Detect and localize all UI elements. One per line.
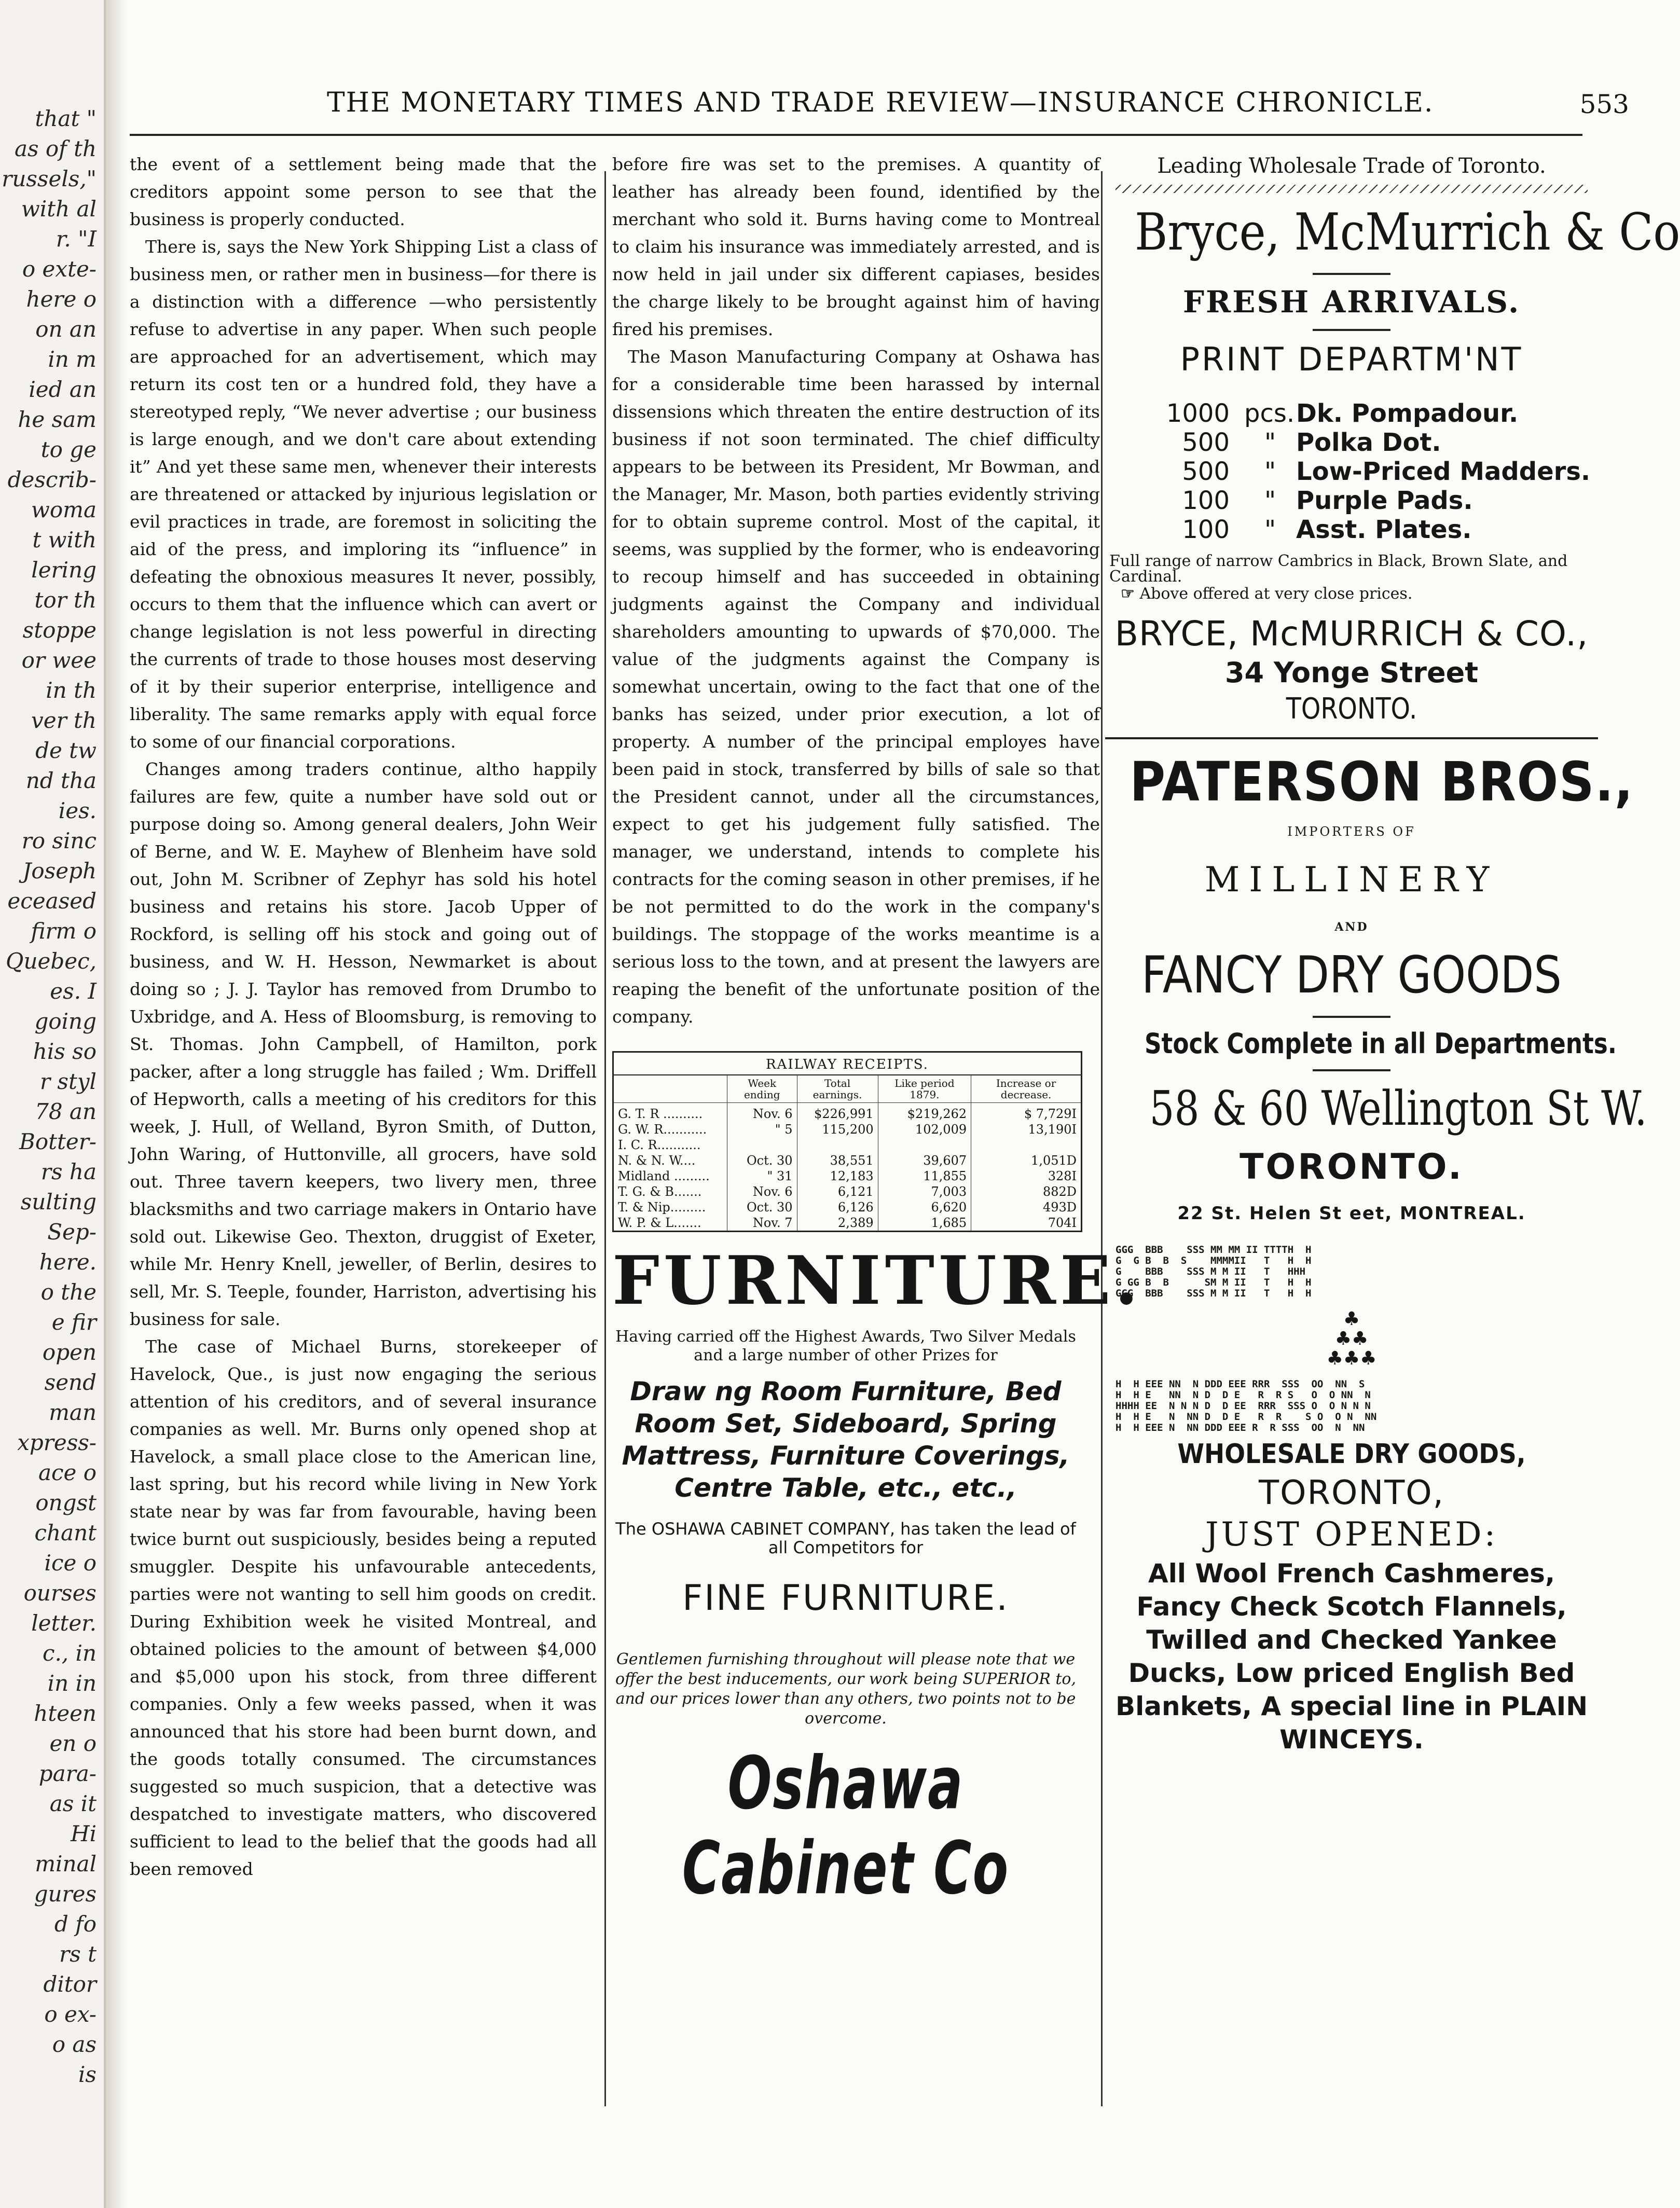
table-cell: 102,009	[878, 1122, 971, 1137]
fancy-dry-goods: FANCY DRY GOODS	[1141, 946, 1562, 1005]
and-label: AND	[1334, 920, 1369, 934]
table-cell	[971, 1137, 1081, 1153]
margin-fragment: on an	[35, 316, 97, 342]
margin-fragment: that "	[35, 106, 97, 131]
margin-fragment: ditor	[43, 1971, 97, 1997]
stock-item: 100 " Asst. Plates.	[1182, 515, 1472, 544]
column-header: Week ending	[727, 1075, 797, 1103]
city: TORONTO,	[1259, 1474, 1444, 1512]
margin-fragment: Sep-	[47, 1219, 97, 1245]
column-header: Total earnings.	[797, 1075, 878, 1103]
margin-fragment: para-	[38, 1761, 97, 1786]
margin-fragment: is	[78, 2062, 97, 2087]
margin-fragment: gures	[34, 1881, 97, 1907]
table-cell: 7,003	[878, 1184, 971, 1199]
previous-page-edge	[0, 0, 106, 2208]
margin-fragment: stoppe	[22, 617, 97, 643]
table-cell: $219,262	[878, 1103, 971, 1122]
table-row	[614, 1199, 1081, 1215]
margin-fragment: ace o	[38, 1460, 97, 1485]
just-opened: JUST OPENED:	[1205, 1515, 1498, 1554]
table-cell: " 31	[727, 1168, 797, 1184]
margin-fragment: r. "I	[56, 226, 97, 252]
page-number: 553	[1579, 89, 1629, 119]
short-rule	[1313, 1069, 1390, 1071]
article-text	[130, 150, 597, 1883]
table-cell: Nov. 7	[727, 1215, 797, 1231]
margin-fragment: here o	[26, 286, 97, 312]
column-header: Like period 1879.	[878, 1075, 971, 1103]
short-rule	[1313, 273, 1390, 275]
table-cell: 6,620	[878, 1199, 971, 1215]
table-row	[614, 1153, 1081, 1168]
table-cell: W. P. & L.......	[618, 1216, 701, 1230]
street-address: 34 Yonge Street	[1224, 656, 1479, 689]
margin-fragment: chant	[34, 1520, 97, 1545]
table-cell: 12,183	[797, 1168, 878, 1184]
block-letter-monogram: H H EEE NN N DDD EEE RRR SSS OO NN S H H E NN N D D E R R S O O NN N HHHH EE N N N D D EE RRR SSS O O N N N H H E N NN D D E R R S O O N NN H H EEE N NN DDD EEE R R SSS OO N NN	[1116, 1378, 1377, 1433]
margin-fragment: russels,"	[2, 166, 97, 191]
table-cell: 115,200	[797, 1122, 878, 1137]
margin-fragment: in in	[47, 1671, 97, 1696]
bryce-advertisement	[1105, 150, 1680, 726]
margin-fragment: o the	[40, 1279, 97, 1305]
paragraph: before fire was set to the premises. A quantity of leather has already been found, identified by the merchant who sold it. Burns having come to Montreal to claim his insurance was immediately arrested, and is now held in jail under six different capiases, besides the charge likely to be brought against him of having fired his premises.	[612, 154, 1100, 339]
margin-fragment: hteen	[34, 1701, 97, 1726]
table-cell	[797, 1137, 878, 1153]
paragraph: The case of Michael Burns, storekeeper of Havelock, Que., is just now engaging the serious attention of his creditors, and of several insurance companies as well. Mr. Burns only opened shop at Havelock, a small place close to the American line, last spring, but his record while living in New York state near by was far from favourable, having been twice burnt out suspiciously, besides being a reputed smuggler. Despite his unfavourable antecedents, parties were not wanting to sell him goods on credit. During Exhibition week he visited Montreal, and obtained policies to the amount of between $4,000 and $5,000 upon his stock, from three different companies. Only a few weeks passed, when it was announced that his store had been burnt down, and the goods totally consumed. The circumstances suggested so much suspicion, that a detective was despatched to investigate matters, who discovered sufficient to lead to the belief that the goods had all been removed	[130, 1336, 597, 1879]
margin-fragment: en o	[49, 1731, 97, 1756]
margin-fragment: to ge	[40, 437, 97, 462]
table-cell: 6,126	[797, 1199, 878, 1215]
range-note: Full range of narrow Cambrics in Black, Brown Slate, and Cardinal.	[1109, 552, 1568, 586]
table-cell: 38,551	[797, 1153, 878, 1168]
company-name: Bryce, McMurrich & Co	[1135, 203, 1680, 262]
table-row	[614, 1168, 1081, 1184]
short-rule	[1313, 1016, 1390, 1018]
margin-fragment: ied an	[29, 377, 97, 402]
city: TORONTO.	[1240, 1147, 1464, 1188]
article-column-middle	[612, 150, 1142, 2112]
company-name: PATERSON BROS.,	[1130, 750, 1634, 813]
clubs-ornament-icon: ♣ ♣♣ ♣♣♣	[1326, 1308, 1377, 1369]
fresh-arrivals: FRESH ARRIVALS.	[1182, 284, 1521, 320]
header-rule	[130, 134, 1582, 136]
column-header: Increase or decrease.	[971, 1075, 1081, 1103]
paragraph: the event of a settlement being made that the creditors appoint some person to see that the business is properly conducted.	[130, 154, 597, 229]
margin-fragment: his so	[33, 1039, 97, 1064]
page-header	[130, 87, 1629, 134]
receipts-grid	[614, 1075, 1081, 1231]
paragraph: The Mason Manufacturing Company at Oshawa has for a considerable time been harassed by internal dissensions which threaten the entire destruction of its business if not soon terminated. The chief difficulty appears to be between its President, Mr Bowman, and the Manager, Mr. Mason, both parties evidently striving for to obtain supreme control. Most of the capital, it seems, was supplied by the former, who is endeavoring to recoup himself and has succeeded in obtaining judgments against the Company and individual shareholders amounting to upwards of $70,000. The value of the judgments against the Company is somewhat uncertain, owing to the fact that one of the banks has seized, under prior execution, a lot of property. A number of the principal employes have been paid in stock, transferred by bills of sale so that the President cannot, under all the circumstances, expect to get his judgement fully satisfied. The manager, we understand, intends to complete his contracts for the coming season in other premises, if he be not permitted to do the work in the company's buildings. The stoppage of the works meantime is a serious loss to the town, and at present the lawyers are reaping the benefit of the unfortunate position of the company.	[612, 347, 1100, 1027]
margin-fragment: ro sinc	[21, 828, 97, 853]
furniture-advertisement	[612, 1242, 1142, 1911]
goods-list: All Wool French Cashmeres, Fancy Check Scotch Flannels, Twilled and Checked Yankee Ducks, Low priced English Bed Blankets, A special line in PLAIN WINCEYS.	[1115, 1558, 1588, 1755]
margin-fragment: describ-	[7, 467, 97, 492]
stock-item: 100 " Purple Pads.	[1182, 486, 1473, 515]
railway-receipts-title: RAILWAY RECEIPTS.	[614, 1053, 1081, 1075]
table-cell: G. W. R...........	[618, 1122, 707, 1137]
table-row	[614, 1215, 1081, 1231]
article-text	[612, 150, 1100, 1030]
table-cell: 704I	[971, 1215, 1081, 1231]
short-rule	[1313, 329, 1390, 331]
millinery-heading: MILLINERY	[1204, 860, 1499, 900]
margin-fragment: o as	[52, 2032, 97, 2057]
table-cell: Nov. 6	[727, 1103, 797, 1122]
railway-receipts-table	[612, 1051, 1082, 1232]
margin-fragment: send	[44, 1370, 97, 1395]
margin-fragment: d fo	[54, 1911, 97, 1937]
city: TORONTO.	[1286, 692, 1417, 726]
block-letter-monogram: GGG BBB SSS MM MM II TTTTH H G G B B S MMMMII T H H G BBB SSS M M II T HHH G GG B B SM M II T H H GGG BBB SSS M M II T H H	[1116, 1244, 1312, 1299]
margin-fragment: in m	[48, 347, 97, 372]
lead-text: The OSHAWA CABINET COMPANY, has taken the lead of all Competitors for	[615, 1519, 1076, 1557]
margin-fragment: firm o	[31, 918, 97, 944]
margin-fragment: letter.	[31, 1610, 97, 1636]
margin-fragment: nd tha	[25, 768, 97, 793]
table-cell: " 5	[727, 1122, 797, 1137]
margin-fragment: open	[42, 1340, 97, 1365]
margin-fragment: he sam	[18, 407, 97, 432]
montreal-address: 22 St. Helen St eet, MONTREAL.	[1177, 1203, 1526, 1224]
paragraph: There is, says the New York Shipping List a class of business men, or rather men in business—for there is a distinction with a difference —who persistently refuse to advertise in any paper. When such people are approached for an advertisement, which may return its cost ten or a hundred fold, they have a stereotyped reply, “We never advertise ; our business is large enough, and we don't care about extending it” And yet these same men, whenever their interests are threatened or attacked by injurious legislation or evil practices in trade, are foremost in soliciting the aid of the press, and imploring its “influence” in defeating the obnoxious measures It never, possibly, occurs to them that the influence which can avert or change legislation is not less powerful in directing the currents of trade to those houses most deserving of it by their superior enterprise, intelligence and liberality. The same remarks apply with equal force to some of our financial corporations.	[130, 237, 597, 752]
print-department: PRINT DEPARTM'NT	[1180, 340, 1523, 378]
margin-fragment: xpress-	[17, 1430, 97, 1455]
margin-fragment: tor th	[34, 587, 97, 613]
stock-list	[1152, 399, 1598, 544]
table-cell: $ 7,729I	[971, 1103, 1081, 1122]
importers-label: IMPORTERS OF	[1287, 824, 1416, 839]
table-cell: 11,855	[878, 1168, 971, 1184]
margin-fragment: man	[49, 1400, 97, 1425]
margin-fragment: here.	[39, 1249, 97, 1275]
henderson-advertisement	[1105, 1245, 1598, 1756]
margin-fragment: ongst	[35, 1490, 97, 1515]
company-signature: Oshawa Cabinet Co	[682, 1741, 1010, 1911]
margin-fragment: rs t	[59, 1941, 97, 1967]
table-cell: 882D	[971, 1184, 1081, 1199]
margin-fragment: de tw	[35, 738, 97, 763]
margin-fragment: minal	[35, 1851, 97, 1876]
table-cell: I. C. R...........	[618, 1138, 701, 1152]
table-cell: G. T. R ..........	[618, 1107, 703, 1121]
wholesale-dry-goods: WHOLESALE DRY GOODS,	[1177, 1439, 1526, 1470]
company-name-caps: BRYCE, McMURRICH & CO.,	[1114, 614, 1589, 654]
margin-fragment: Botter-	[19, 1129, 97, 1154]
margin-fragment: t with	[32, 527, 97, 553]
table-cell	[727, 1137, 797, 1153]
table-cell: 328I	[971, 1168, 1081, 1184]
table-cell: 2,389	[797, 1215, 878, 1231]
column-rule	[1101, 171, 1103, 2106]
table-cell: Oct. 30	[727, 1199, 797, 1215]
table-cell: 39,607	[878, 1153, 971, 1168]
margin-fragment: going	[34, 1009, 97, 1034]
advertisements-column	[1105, 150, 1680, 2112]
table-cell: 1,685	[878, 1215, 971, 1231]
margin-fragment: Hi	[70, 1821, 97, 1846]
table-cell: Oct. 30	[727, 1153, 797, 1168]
column-header	[614, 1075, 727, 1103]
column-rule	[604, 171, 606, 2106]
table-cell: T. & Nip.........	[618, 1200, 706, 1215]
table-row	[614, 1137, 1081, 1153]
wavy-rule	[1116, 185, 1588, 193]
furniture-note: Gentlemen furnishing throughout will please note that we offer the best inducements, our work being SUPERIOR to, and our prices lower than any others, two points not to be overcome.	[615, 1650, 1076, 1728]
table-cell	[878, 1137, 971, 1153]
table-cell: 13,190I	[971, 1122, 1081, 1137]
margin-fragment: as of th	[14, 136, 97, 161]
margin-fragment: r styl	[39, 1069, 97, 1094]
margin-fragment: Quebec,	[6, 948, 97, 974]
furniture-items: Draw ng Room Furniture, Bed Room Set, Sideboard, Spring Mattress, Furniture Coverings, Centre Table, etc., etc.,	[622, 1376, 1070, 1503]
furniture-heading: FURNITURE.	[612, 1242, 1142, 1320]
margin-fragment: o ex-	[44, 2002, 97, 2027]
margin-fragment: as it	[49, 1791, 97, 1816]
table-cell: $226,991	[797, 1103, 878, 1122]
offer-note: ☞ Above offered at very close prices.	[1121, 585, 1413, 603]
margin-fragment: in th	[46, 678, 97, 703]
margin-fragment: rs ha	[40, 1159, 97, 1184]
table-cell: 6,121	[797, 1184, 878, 1199]
margin-fragment: Joseph	[22, 858, 97, 884]
section-heading: Leading Wholesale Trade of Toronto.	[1157, 154, 1546, 178]
margin-fragment: e fir	[51, 1309, 97, 1335]
table-cell: 1,051D	[971, 1153, 1081, 1168]
table-cell: 493D	[971, 1199, 1081, 1215]
article-column-left	[130, 150, 597, 2112]
table-cell: Midland .........	[618, 1169, 710, 1183]
margin-fragment: ice o	[44, 1550, 97, 1576]
margin-fragment: ies.	[58, 798, 97, 823]
margin-fragment: lering	[31, 557, 97, 583]
margin-fragment: sulting	[20, 1189, 97, 1215]
stock-complete: Stock Complete in all Departments.	[1145, 1027, 1617, 1060]
table-row	[614, 1122, 1081, 1137]
stock-item: 500 " Low-Priced Madders.	[1182, 457, 1591, 486]
margin-fragment: ourses	[23, 1580, 97, 1606]
paragraph: Changes among traders continue, altho happily failures are few, quite a number have sold out or purpose doing so. Among general dealers, John Weir of Berne, and W. E. Mayhew of Blenheim have sold out, John M. Scribner of Zephyr has sold his hotel business and retains his store. Jacob Upper of Rockford, is selling off his stock and going out of business, and W. H. Hesson, Newmarket is about doing so ; J. J. Taylor has removed from Drumbo to Uxbridge, and A. Hess of Bloomsburg, is removing to St. Thomas. John Campbell, of Hamilton, pork packer, after a long struggle has failed ; Wm. Driffell of Hepworth, calls a meeting of his creditors for this week, J. Hull, of Welland, Byron Smith, of Dutton, John Waring, of Huttonville, all grocers, have sold out. Three tavern keepers, two livery men, three blacksmiths and two carriage makers in Ontario have sold out. Likewise Geo. Thexton, druggist of Exeter, while Mr. Henry Knell, jeweller, of Berlin, desires to sell, Mr. S. Teeple, founder, Harriston, advertising his business for sale.	[130, 759, 597, 1329]
margin-fragment: c., in	[42, 1640, 97, 1666]
page-title: THE MONETARY TIMES AND TRADE REVIEW—INSURANCE CHRONICLE.	[327, 87, 1434, 118]
table-row	[614, 1184, 1081, 1199]
table-cell: Nov. 6	[727, 1184, 797, 1199]
pointing-hand-icon: ☞	[1121, 585, 1135, 603]
margin-fragment: es. I	[50, 978, 97, 1004]
margin-fragment: eceased	[7, 888, 97, 914]
table-cell: N. & N. W....	[618, 1153, 696, 1168]
stock-item: 1000 pcs.Dk. Pompadour.	[1166, 399, 1519, 428]
ad-divider	[1105, 737, 1598, 739]
margin-fragment: with al	[21, 196, 97, 222]
table-cell: T. G. & B.......	[618, 1184, 702, 1199]
margin-fragment: or wee	[21, 647, 97, 673]
street-address: 58 & 60 Wellington St W.	[1149, 1081, 1647, 1136]
margin-fragment: woma	[31, 497, 97, 522]
paterson-advertisement	[1105, 750, 1647, 1224]
awards-text: Having carried off the Highest Awards, Two Silver Medals and a large number of other Prizes for	[615, 1328, 1076, 1364]
stock-item: 500 " Polka Dot.	[1182, 428, 1441, 457]
fine-furniture-heading: FINE FURNITURE.	[682, 1578, 1009, 1619]
page-fold	[106, 0, 127, 2208]
margin-fragment: 78 an	[35, 1099, 97, 1124]
margin-fragment: ver th	[31, 708, 97, 733]
table-row	[614, 1103, 1081, 1122]
margin-fragment: o exte-	[22, 256, 97, 282]
